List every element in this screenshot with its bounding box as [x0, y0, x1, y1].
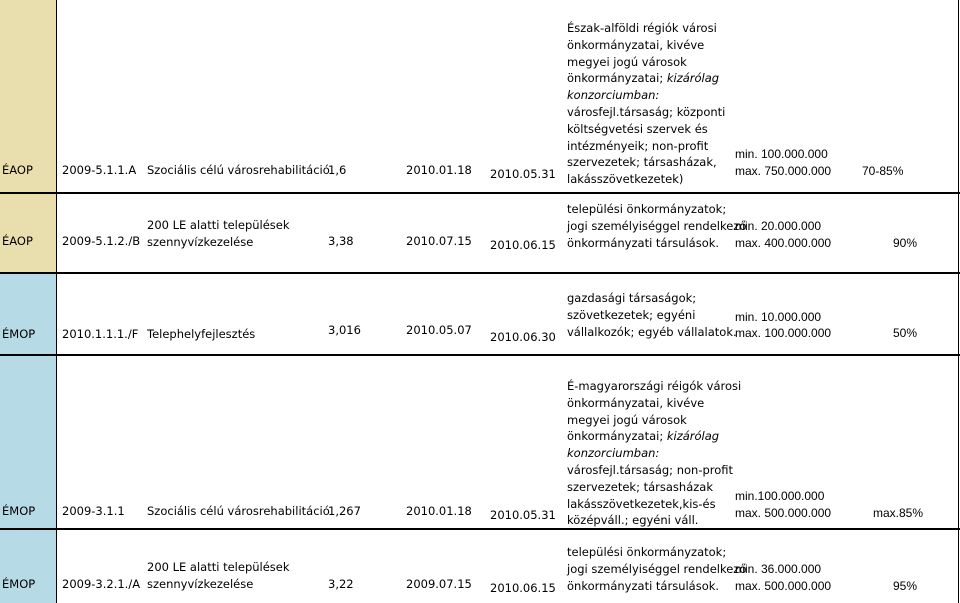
- end-date-cell: 2010.06.30: [490, 330, 556, 344]
- rate-cell: 95%: [893, 579, 918, 593]
- end-date-cell: 2010.05.31: [490, 167, 556, 181]
- beneficiary-line: önkormányzatai; kizárólag: [567, 429, 720, 444]
- support-min-cell: min.100.000.000: [735, 489, 825, 503]
- title-line: 200 LE alatti települések: [147, 218, 290, 232]
- code-cell: 2010.1.1.1./F: [62, 327, 139, 341]
- beneficiary-line: települési önkormányzatok;: [567, 202, 727, 216]
- beneficiary-line: konzorciumban:: [567, 88, 660, 103]
- beneficiary-line: városfejl.társaság; központi: [567, 104, 726, 119]
- end-date-cell: 2010.06.15: [490, 238, 556, 252]
- end-date-cell: 2010.05.31: [490, 508, 556, 522]
- beneficiary-line: szövetkezetek; egyéni: [567, 307, 696, 322]
- start-date-cell: 2010.07.15: [406, 234, 472, 248]
- beneficiary-line: lakásszövetkezetek,kis-és: [567, 496, 716, 511]
- rate-cell: max.85%: [873, 506, 924, 520]
- amount-cell: 3,38: [328, 234, 354, 248]
- support-max-cell: max. 750.000.000: [735, 164, 832, 178]
- code-cell: 2009-5.1.2./B: [62, 234, 141, 248]
- title-cell: Szociális célú városrehabilitáció: [147, 163, 330, 177]
- title-cell: Telephelyfejlesztés: [147, 327, 256, 341]
- program-cell: ÉMOP: [2, 504, 36, 518]
- beneficiary-line: konzorciumban:: [567, 446, 660, 461]
- start-date-cell: 2009.07.15: [406, 577, 472, 591]
- beneficiary-line: önkormányzatai; kizárólag: [567, 71, 720, 86]
- beneficiary-line: önkormányzati társulások.: [567, 235, 720, 250]
- beneficiary-line: megyei jogú városok: [567, 54, 687, 69]
- support-min-cell: min. 20.000.000: [735, 219, 822, 233]
- support-min-cell: min. 10.000.000: [735, 310, 822, 324]
- title-line: 200 LE alatti települések: [147, 560, 290, 574]
- title-line: szennyvízkezelése: [147, 576, 254, 591]
- end-date-cell: 2010.06.15: [490, 581, 556, 595]
- beneficiary-line: önkormányzatai, kivéve: [567, 37, 705, 52]
- beneficiary-line: önkormányzatai, kivéve: [567, 395, 705, 410]
- start-date-cell: 2010.01.18: [406, 163, 472, 177]
- support-min-cell: min. 36.000.000: [735, 562, 822, 576]
- beneficiary-line: lakásszövetkezetek): [567, 172, 684, 187]
- beneficiary-line: vállalkozók; egyéb vállalatok.: [567, 324, 737, 339]
- beneficiary-line: gazdasági társaságok;: [567, 291, 697, 305]
- amount-cell: 1,267: [328, 504, 361, 518]
- program-cell: ÉMOP: [2, 327, 36, 341]
- beneficiary-line: önkormányzati társulások.: [567, 578, 720, 593]
- amount-cell: 3,22: [328, 577, 354, 591]
- start-date-cell: 2010.05.07: [406, 323, 472, 337]
- rate-cell: 50%: [893, 326, 918, 340]
- beneficiary-line: jogi személyiséggel rendelkező: [567, 561, 747, 576]
- row-divider: [0, 192, 960, 194]
- rate-cell: 70-85%: [862, 164, 904, 178]
- row-divider: [0, 272, 960, 274]
- beneficiary-line: középváll.; egyéni váll.: [567, 513, 699, 528]
- row-divider: [0, 354, 960, 356]
- title-line: szennyvízkezelése: [147, 234, 254, 249]
- beneficiaries-cell: [567, 544, 746, 594]
- beneficiary-line: költségvetési szervek és: [567, 121, 708, 136]
- beneficiary-line: megyei jogú városok: [567, 412, 687, 427]
- beneficiaries-cell: [567, 20, 725, 188]
- beneficiary-line: szervezetek; társasházak,: [567, 155, 717, 170]
- code-cell: 2009-3.2.1./A: [62, 577, 141, 591]
- beneficiary-line: szervezetek; társasházak: [567, 479, 713, 494]
- program-cell: ÉAOP: [2, 234, 33, 248]
- right-border: [958, 0, 959, 603]
- beneficiary-line: jogi személyiséggel rendelkező: [567, 218, 747, 233]
- start-date-cell: 2010.01.18: [406, 504, 472, 518]
- program-cell: ÉAOP: [2, 163, 33, 177]
- beneficiaries-cell: [567, 201, 746, 251]
- beneficiary-line: É-magyarországi réigók városi: [567, 379, 742, 393]
- beneficiary-line: Észak-alföldi régiók városi: [567, 21, 717, 35]
- amount-cell: 1,6: [328, 163, 347, 177]
- rate-cell: 90%: [893, 236, 918, 250]
- beneficiaries-cell: [567, 290, 737, 340]
- support-max-cell: max. 500.000.000: [735, 506, 832, 520]
- support-min-cell: min. 100.000.000: [735, 147, 828, 161]
- program-cell: ÉMOP: [2, 577, 36, 591]
- title-cell: [147, 559, 290, 592]
- title-cell: Szociális célú városrehabilitáció: [147, 504, 330, 518]
- code-cell: 2009-3.1.1: [62, 504, 125, 518]
- beneficiaries-cell: [567, 378, 741, 529]
- code-cell: 2009-5.1.1.A: [62, 163, 137, 177]
- support-max-cell: max. 100.000.000: [735, 326, 832, 340]
- support-max-cell: max. 400.000.000: [735, 236, 832, 250]
- title-cell: [147, 217, 290, 250]
- beneficiary-line: városfejl.társaság; non-profit: [567, 462, 734, 477]
- beneficiary-line: települési önkormányzatok;: [567, 545, 727, 559]
- support-max-cell: max. 500.000.000: [735, 579, 832, 593]
- amount-cell: 3,016: [328, 323, 361, 337]
- beneficiary-line: intézményeik; non-profit: [567, 138, 709, 153]
- row-divider: [0, 528, 960, 530]
